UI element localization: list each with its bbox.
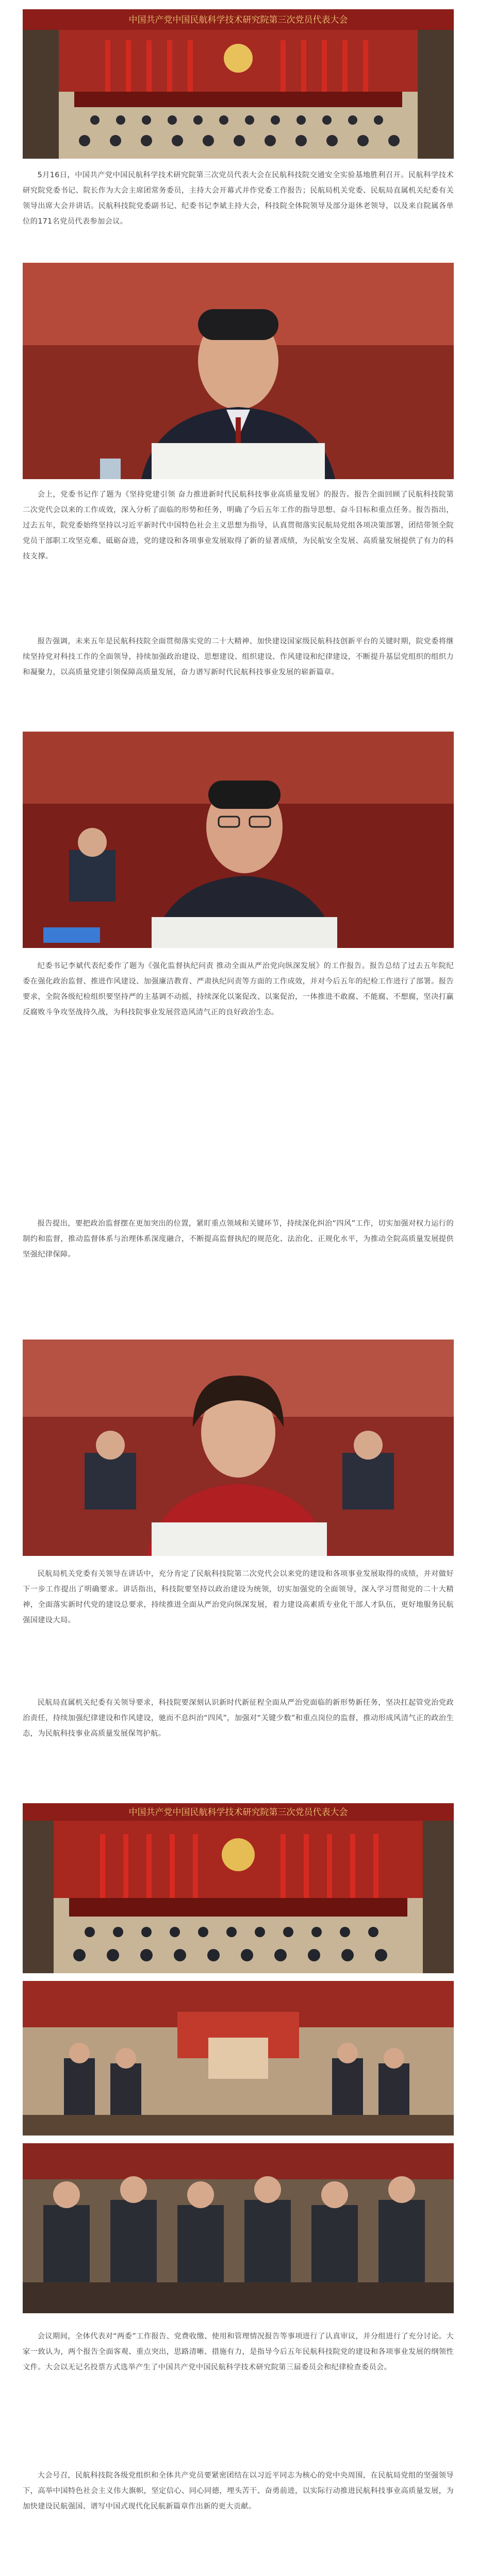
- photo-speaker-3: [23, 1340, 454, 1556]
- photo-stage-wide: [23, 1803, 454, 1973]
- paragraph-9: 大会号召，民航科技院各级党组织和全体共产党员要紧密团结在以习近平同志为核心的党中央周围，在民航局党组的坚强领导下，高举中国特色社会主义伟大旗帜，坚定信心、同心同德，埋头苦干、奋勇前进，以实际行动推进民航科技事业高质量发展，为加快建设民航强国、谱写中国式现代化民航新篇章作出新的更大贡献。: [23, 2471, 454, 2511]
- paragraph-3: 报告强调，未来五年是民航科技院全面贯彻落实党的二十大精神、加快建设国家级民航科技创新平台的关键时期，院党委将继续坚持党对科技工作的全面领导，持续加强政治建设、思想建设、组织建设、作风建设和纪律建设，不断提升基层党组织的组织力和凝聚力，以高质量党建引领保障高质量发展，奋力谱写新时代民航科技事业发展的崭新篇章。: [23, 637, 454, 676]
- banner-text-2: 中国共产党中国民航科学技术研究院第三次党员代表大会: [128, 1807, 348, 1818]
- photo-assembly-hall: [23, 9, 454, 159]
- paragraph-4: 纪委书记李斌代表纪委作了题为《强化监督执纪问责 推动全面从严治党向纵深发展》的工作报告。报告总结了过去五年院纪委在强化政治监督、推进作风建设、加强廉洁教育、严肃执纪问责等方面的工作成效，并对今后五年的纪检工作进行了部署。报告要求，全院各级纪检组织要坚持严的主基调不动摇，持续深化以案促改、以案促治，一体推进不敢腐、不能腐、不想腐，坚决打赢反腐败斗争攻坚战持久战，为科技院事业发展营造风清气正的良好政治生态。: [23, 962, 454, 1016]
- photo-voting: [23, 1981, 454, 2136]
- paragraph-6: 民航局机关党委有关领导在讲话中，充分肯定了民航科技院第二次党代会以来党的建设和各项事业发展取得的成绩，并对做好下一步工作提出了明确要求。讲话指出，科技院要坚持以政治建设为统领，切实加强党的全面领导，深入学习贯彻党的二十大精神，全面落实新时代党的建设总要求，持续推进全面从严治党向纵深发展，着力建设高素质专业化干部人才队伍，更好地服务民航强国建设大局。: [23, 1570, 454, 1624]
- paragraph-7: 民航局直属机关纪委有关领导要求，科技院要深刻认识新时代新征程全面从严治党面临的新形势新任务，坚决扛起管党治党政治责任，持续加强纪律建设和作风建设，驰而不息纠治“四风”，加强对“关键少数”和重点岗位的监督，推动形成风清气正的政治生态，为民航科技事业高质量发展保驾护航。: [23, 1699, 454, 1738]
- photo-delegates: [23, 2143, 454, 2313]
- paragraph-1: 5月16日，中国共产党中国民航科学技术研究院第三次党员代表大会在民航科技院交通安全实验基地胜利召开。民航科学技术研究院党委书记、院长作为大会主席团常务委员，主持大会开幕式并作党委工作报告；民航局机关党委、民航局直属机关纪委有关领导出席大会并讲话。民航科技院党委副书记、纪委书记李斌主持大会，科技院全体院领导及部分退休老领导，以及来自院属各单位的171名党员代表参加会议。: [23, 171, 454, 226]
- banner-text: 中国共产党中国民航科学技术研究院第三次党员代表大会: [128, 15, 348, 25]
- paragraph-5: 报告提出，要把政治监督摆在更加突出的位置，紧盯重点领域和关键环节，持续深化纠治“四风”工作，切实加强对权力运行的制约和监督，推动监督体系与治理体系深度融合，不断提高监督执纪的规范化、法治化、正规化水平，为推动全院高质量发展提供坚强纪律保障。: [23, 1219, 454, 1259]
- paragraph-2: 会上，党委书记作了题为《坚持党建引领 奋力推进新时代民航科技事业高质量发展》的报告。报告全面回顾了民航科技院第二次党代会以来的工作成效，深入分析了面临的形势和任务，明确了今后五年工作的指导思想、奋斗目标和重点任务。报告指出，过去五年，院党委始终坚持以习近平新时代中国特色社会主义思想为指导，认真贯彻落实民航局党组各项决策部署，团结带领全院党员干部职工攻坚克难、砥砺奋进，党的建设和各项事业发展取得了新的显著成绩，为民航安全发展、高质量发展提供了有力的科技支撑。: [23, 490, 454, 561]
- paragraph-8: 会议期间，全体代表对“两委”工作报告、党费收缴、使用和管理情况报告等事项进行了认真审议，并分组进行了充分讨论。大家一致认为，两个报告全面客观、重点突出，思路清晰、措施有力，是指导今后五年民航科技院党的建设和各项事业发展的纲领性文件。大会以无记名投票方式选举产生了中国共产党中国民航科学技术研究院第三届委员会和纪律检查委员会。: [23, 2332, 454, 2371]
- photo-speaker-2: [23, 732, 454, 948]
- photo-speaker-1: [23, 263, 454, 479]
